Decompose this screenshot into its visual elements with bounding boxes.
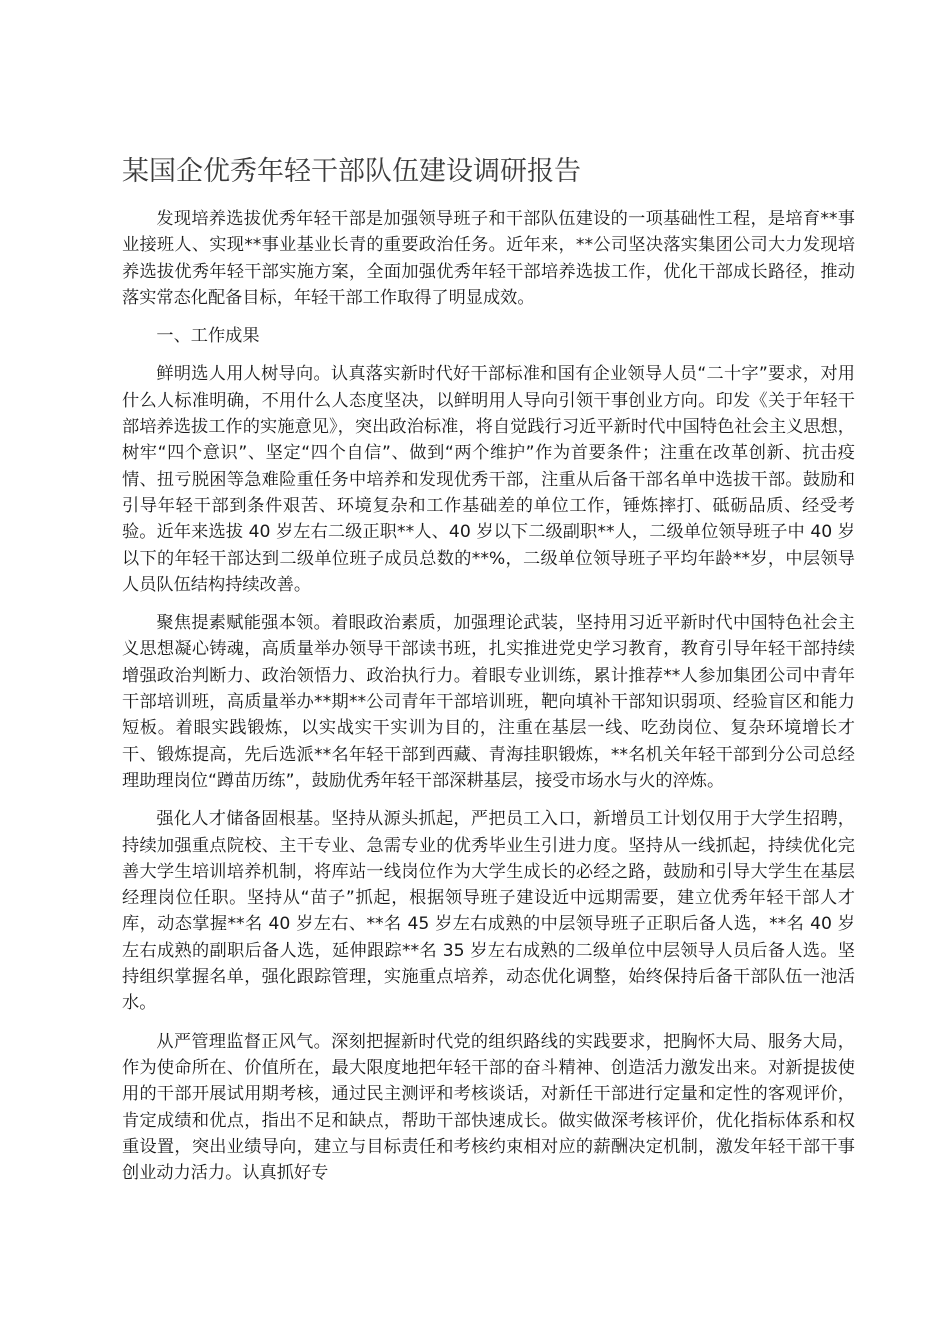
paragraph-talent-reserve: 强化人才储备固根基。坚持从源头抓起，严把员工入口，新增员工计划仅用于大学生招聘，持续加强重点院校、主干专业、急需专业的优秀毕业生引进力度。坚持从一线抓起，持续优化完善大学生培训培养机制，将库站一线岗位作为大学生成长的必经之路，鼓励和引导大学生在基层经理岗位任职。坚持从“苗子”抓起，根据领导班子建设近中远期需要，建立优秀年轻干部人才库，动态掌握**名 40 岁左右、**名 45 岁左右成熟的中层领导班子正职后备人选，**名 40 岁左右成熟的副职后备人选，延伸跟踪**名 35 岁左右成熟的二级单位中层领导人员后备人选。坚持组织掌握名单，强化跟踪管理，实施重点培养，动态优化调整，始终保持后备干部队伍一池活水。 (122, 809, 855, 1014)
paragraph-capability: 聚焦提素赋能强本领。着眼政治素质，加强理论武装，坚持用习近平新时代中国特色社会主义思想凝心铸魂，高质量举办领导干部读书班，扎实推进党史学习教育，教育引导年轻干部持续增强政治判断力、政治领悟力、政治执行力。着眼专业训练，累计推荐**人参加集团公司中青年干部培训班，高质量举办**期**公司青年干部培训班，靶向填补干部知识弱项、经验盲区和能力短板。着眼实践锻炼，以实战实干实训为目的，注重在基层一线、吃劲岗位、复杂环境增长才干、锻炼提高，先后选派**名年轻干部到西藏、青海挂职锻炼，**名机关年轻干部到分公司总经理助理岗位“蹲苗历练”，鼓励优秀年轻干部深耕基层，接受市场水与火的淬炼。 (122, 613, 855, 791)
document-title: 某国企优秀年轻干部队伍建设调研报告 (122, 156, 581, 187)
intro-paragraph: 发现培养选拔优秀年轻干部是加强领导班子和干部队伍建设的一项基础性工程，是培育**事业接班人、实现**事业基业长青的重要政治任务。近年来，**公司坚决落实集团公司大力发现培养选拔优秀年轻干部实施方案，全面加强优秀年轻干部培养选拔工作，优化干部成长路径，推动落实常态化配备目标，年轻干部工作取得了明显成效。 (122, 209, 855, 308)
paragraph-guidance: 鲜明选人用人树导向。认真落实新时代好干部标准和国有企业领导人员“二十字”要求，对用什么人标准明确，不用什么人态度坚决，以鲜明用人导向引领干事创业方向。印发《关于年轻干部培养选拔工作的实施意见》，突出政治标准，将自觉践行习近平新时代中国特色社会主义思想，树牢“四个意识”、坚定“四个自信”、做到“两个维护”作为首要条件；注重在改革创新、抗击疫情、扭亏脱困等急难险重任务中培养和发现优秀干部，注重从后备干部名单中选拔干部。鼓励和引导年轻干部到条件艰苦、环境复杂和工作基础差的单位工作，锤炼摔打、砥砺品质、经受考验。近年来选拔 40 岁左右二级正职**人、40 岁以下二级副职**人，二级单位领导班子中 40 岁以下的年轻干部达到二级单位班子成员总数的**%，二级单位领导班子平均年龄**岁，中层领导人员队伍结构持续改善。 (122, 364, 855, 595)
section-heading: 一、工作成果 (156, 326, 260, 347)
paragraph-supervision: 从严管理监督正风气。深刻把握新时代党的组织路线的实践要求，把胸怀大局、服务大局，作为使命所在、价值所在，最大限度地把年轻干部的奋斗精神、创造活力激发出来。对新提拔使用的干部开展试用期考核，通过民主测评和考核谈话，对新任干部进行定量和定性的客观评价，肯定成绩和优点，指出不足和缺点，帮助干部快速成长。做实做深考核评价，优化指标体系和权重设置，突出业绩导向，建立与目标责任和考核约束相对应的薪酬决定机制，激发年轻干部干事创业动力活力。认真抓好专 (122, 1031, 855, 1184)
document-body (122, 206, 855, 1198)
